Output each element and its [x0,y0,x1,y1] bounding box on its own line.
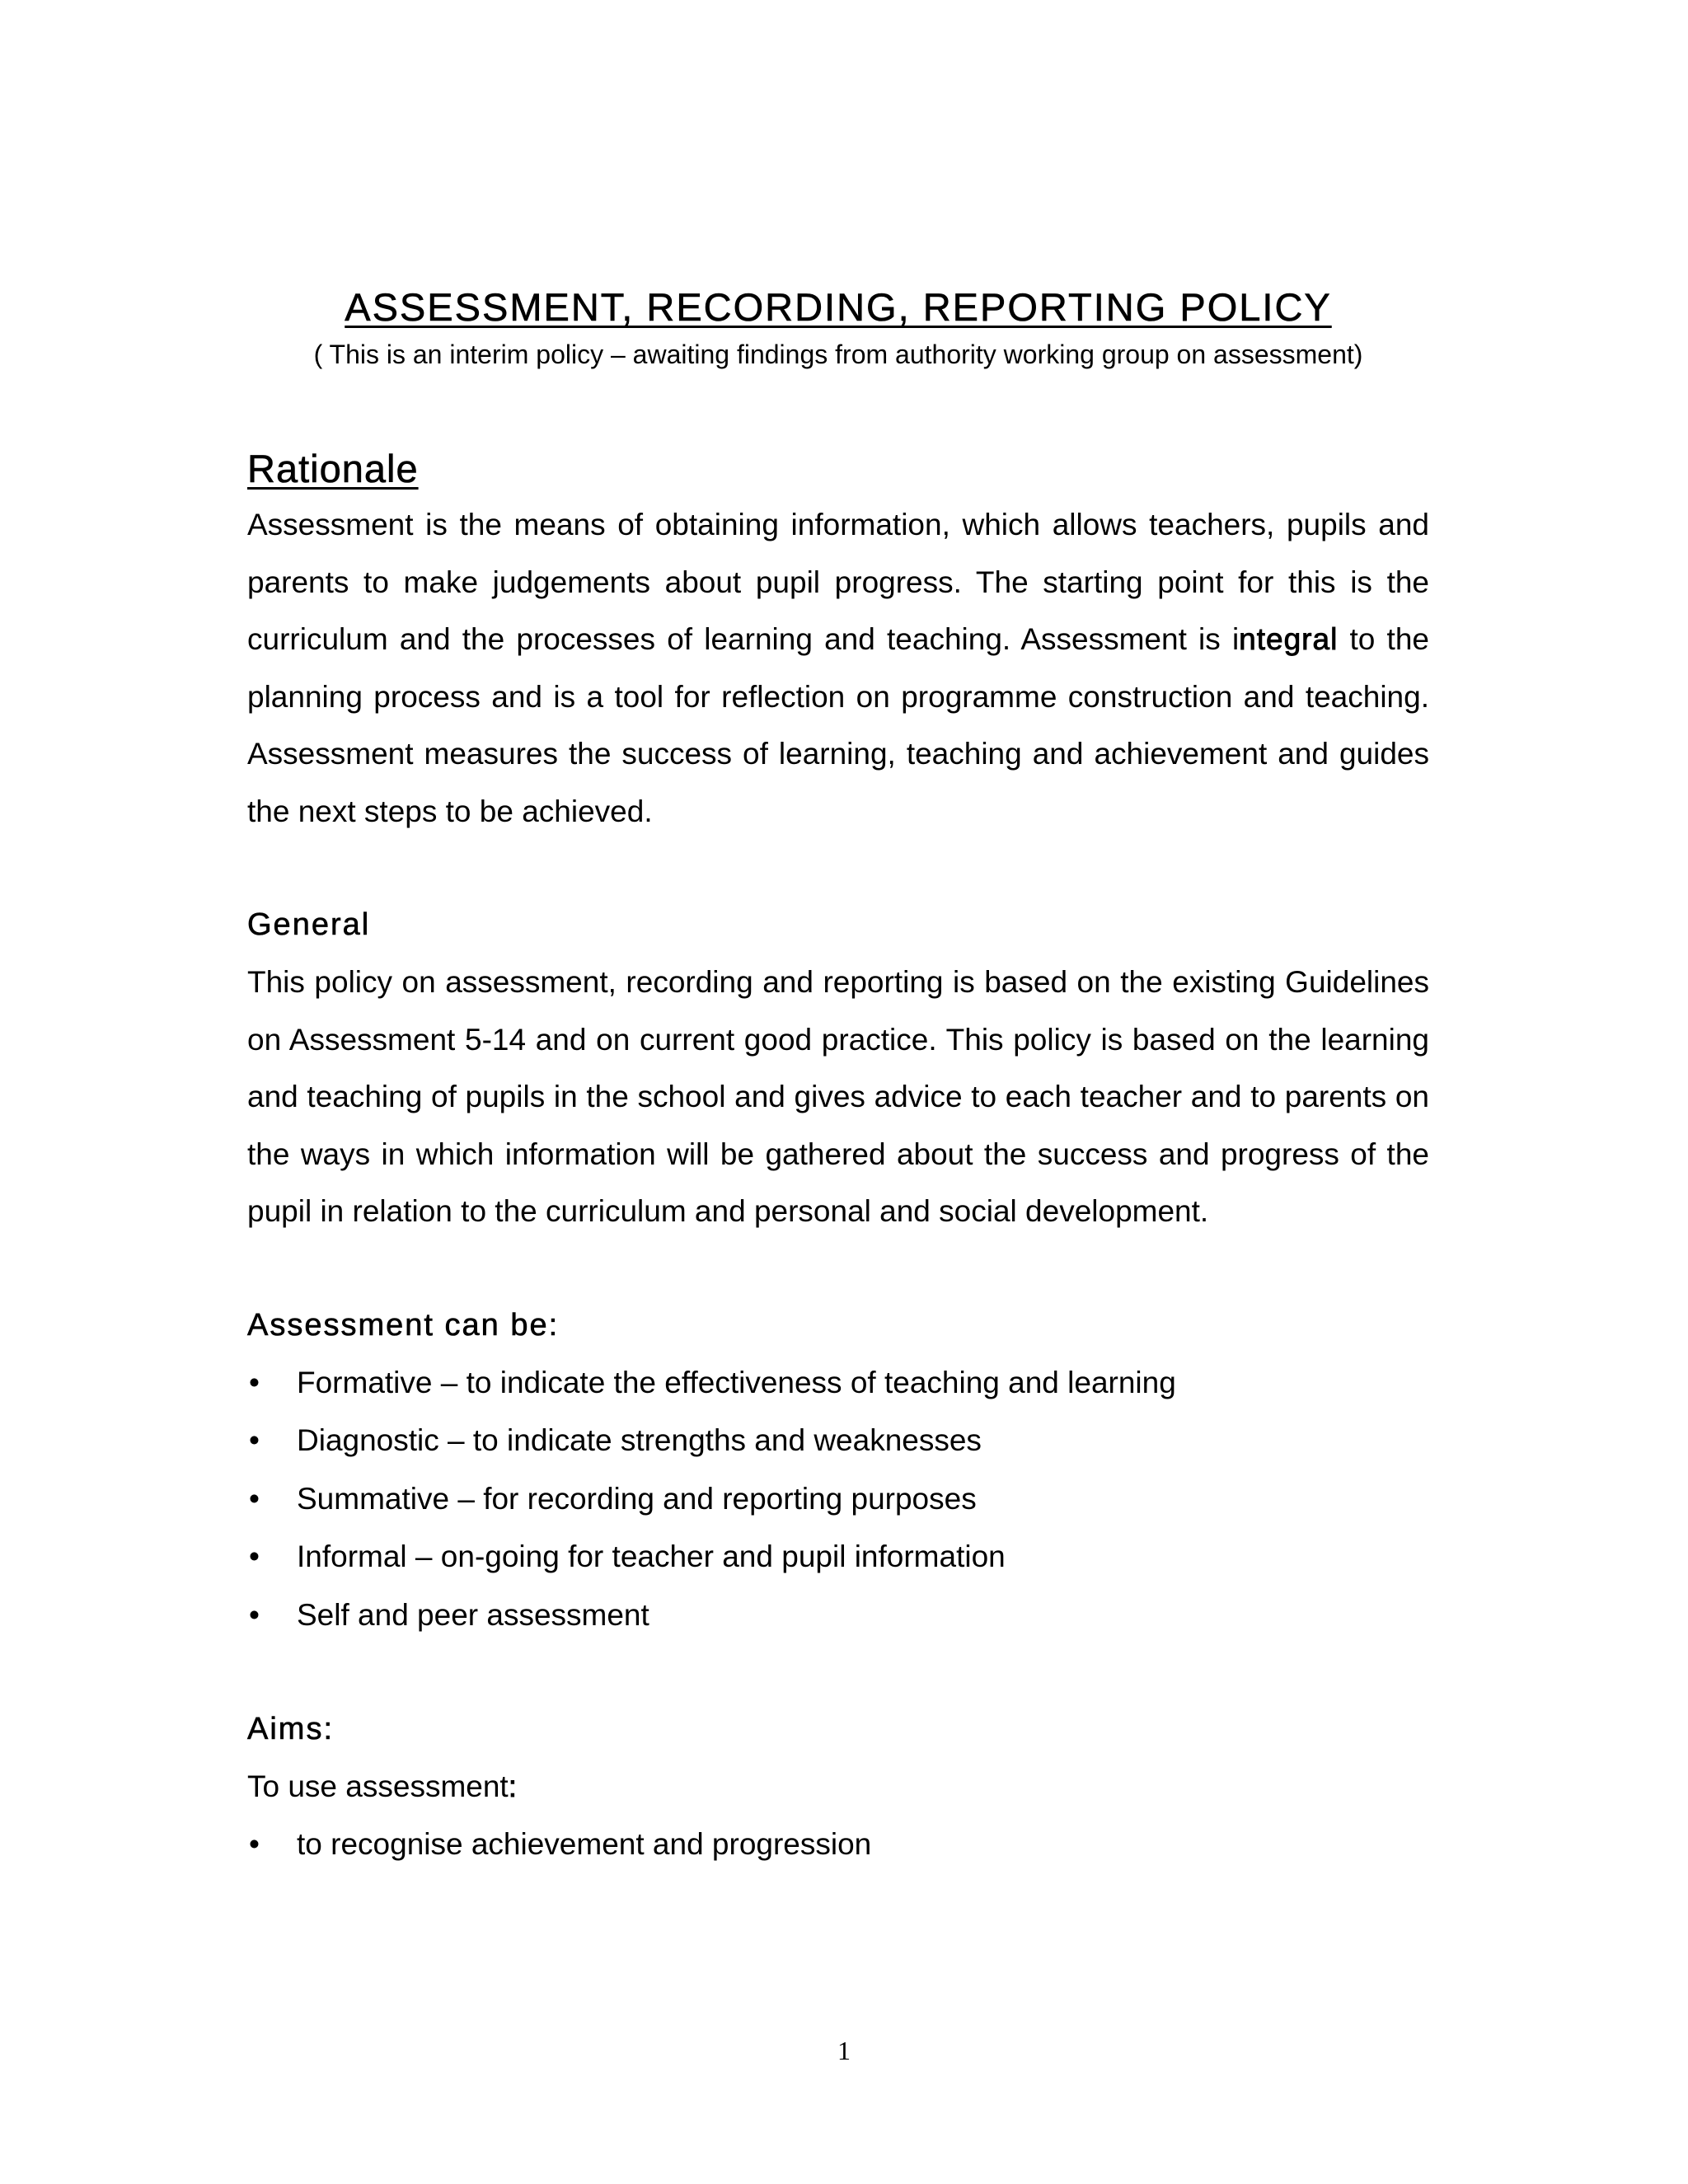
assessment-types-heading: Assessment can be: [247,1307,560,1343]
aims-intro [247,1758,1429,1816]
bullet-icon: • [249,1826,260,1861]
rationale-text-emphasis: ntegral [1239,622,1339,656]
list-item-text: Informal – on-going for teacher and pupil information [297,1540,1006,1573]
bullet-icon: • [249,1481,260,1516]
bullet-icon: • [249,1540,260,1573]
document-subtitle: ( This is an interim policy – awaiting findings from authority working group on assessment) [313,340,1363,369]
list-item [247,1354,1429,1413]
list-item-text: Diagnostic – to indicate strengths and weaknesses [297,1423,982,1457]
list-item-text: Formative – to indicate the effectiveness of teaching and learning [297,1365,1176,1399]
document-title: ASSESSMENT, RECORDING, REPORTING POLICY [345,285,1332,329]
aims-list [247,1816,1429,1874]
bullet-icon: • [249,1365,260,1399]
list-item [247,1528,1429,1586]
list-item [247,1816,1429,1874]
rationale-heading: Rationale [247,447,419,490]
list-item [247,1412,1429,1470]
assessment-types-list [247,1354,1429,1645]
list-item-text: Summative – for recording and reporting purposes [297,1481,977,1516]
list-item [247,1470,1429,1529]
general-heading: General [247,907,371,942]
rationale-text-after: to the planning process and is a tool for reflection on programme construction and teaching. Assessment measures the success of learning, teaching and achievement and guides the next steps to be achieved. [247,622,1429,828]
list-item [247,1586,1429,1645]
list-item-text: Self and peer assessment [297,1597,649,1632]
page-content [247,279,1429,1873]
rationale-paragraph [247,496,1429,840]
bullet-icon: • [249,1423,260,1457]
aims-heading: Aims: [247,1712,334,1746]
aims-intro-colon: : [508,1769,518,1803]
page-number: 1 [837,2036,851,2065]
aims-intro-text: To use assessment [247,1769,509,1803]
rationale-text-before: Assessment is the means of obtaining information, which allows teachers, pupils and parents to make judgements about pupil progress. The starting point for this is the curriculum and the processes of learning and teaching. Assessment is i [247,508,1429,656]
general-paragraph: This policy on assessment, recording and reporting is based on the existing Guidelines on Assessment 5-14 and on current good practice. This policy is based on the learning and teaching of pupils in the school and gives advice to each teacher and to parents on the ways in which information will be gathered about the success and progress of the pupil in relation to the curriculum and personal and social development. [247,965,1429,1228]
list-item-text: to recognise achievement and progression [297,1826,872,1861]
bullet-icon: • [249,1597,260,1632]
